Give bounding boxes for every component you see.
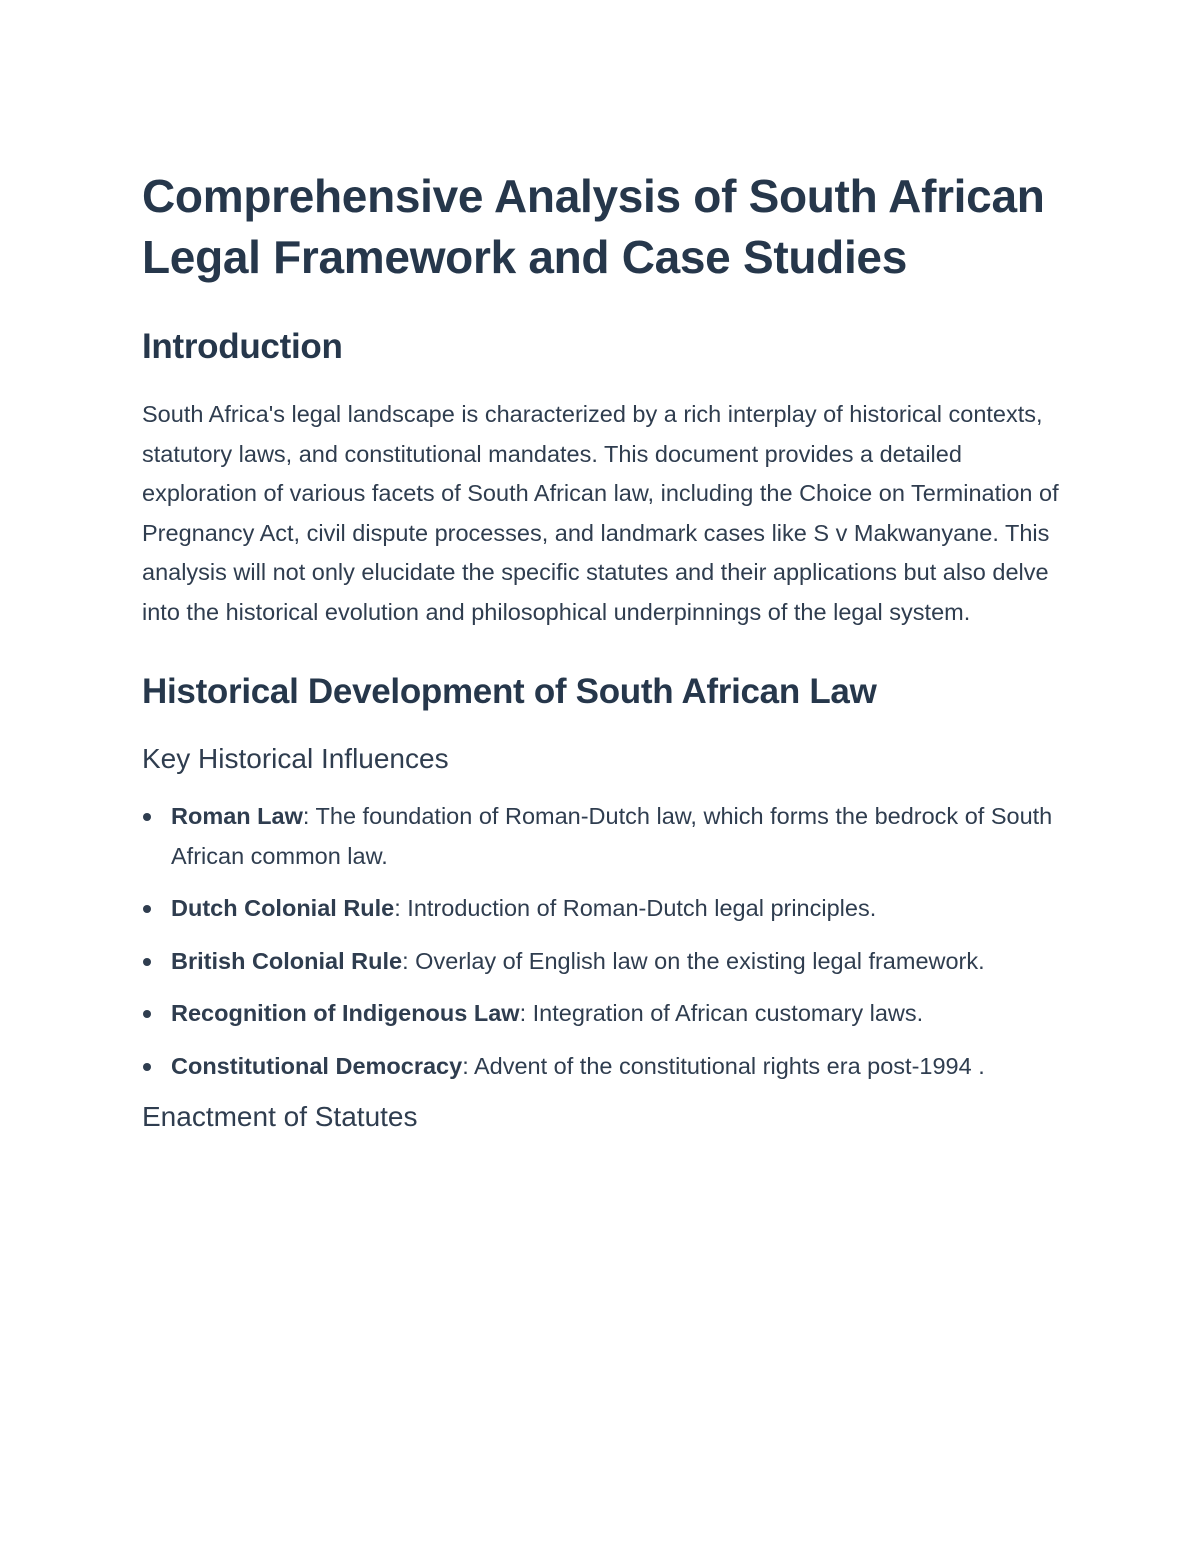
list-item-description: : Advent of the constitutional rights era post-1994 . (462, 1052, 985, 1079)
list-item-description: : The foundation of Roman-Dutch law, which forms the bedrock of South African common law. (171, 803, 1053, 869)
bullet-icon (143, 813, 151, 821)
document-title: Comprehensive Analysis of South African Legal Framework and Case Studies (142, 170, 1045, 283)
bullet-icon (143, 1063, 151, 1071)
bullet-icon (143, 1010, 151, 1018)
historical-development-heading: Historical Development of South African Law (142, 672, 877, 711)
list-item-description: : Overlay of English law on the existing legal framework. (402, 947, 985, 974)
influences-list (142, 797, 1062, 1086)
list-item-term: Roman Law (171, 803, 303, 829)
list-item-term: Constitutional Democracy (171, 1052, 463, 1079)
list-item (142, 1047, 1062, 1087)
key-historical-influences-heading: Key Historical Influences (142, 743, 449, 774)
list-item (142, 942, 1062, 982)
list-item (142, 797, 1062, 876)
list-item (142, 889, 1062, 929)
enactment-of-statutes-heading: Enactment of Statutes (142, 1101, 418, 1132)
list-item-description: : Integration of African customary laws. (519, 1000, 924, 1026)
bullet-icon (143, 958, 151, 966)
list-item-term: Dutch Colonial Rule (171, 895, 395, 921)
list-item-term: British Colonial Rule (171, 947, 403, 974)
list-item-description: : Introduction of Roman-Dutch legal principles. (394, 895, 877, 921)
document-page (142, 166, 1062, 1135)
bullet-icon (143, 905, 151, 913)
introduction-paragraph: South Africa's legal landscape is characterized by a rich interplay of historical contexts, statutory laws, and constitutional mandates. This document provides a detailed exploration of various facets of South African law, including the Choice on Termination of Pregnancy Act, civil dispute processes, and landmark cases like S v Makwanyane. This analysis will not only elucidate the specific statutes and their applications but also delve into the historical evolution and philosophical underpinnings of the legal system. (142, 401, 1059, 625)
introduction-heading: Introduction (142, 327, 343, 366)
list-item-term: Recognition of Indigenous Law (171, 1000, 520, 1026)
list-item (142, 994, 1062, 1034)
